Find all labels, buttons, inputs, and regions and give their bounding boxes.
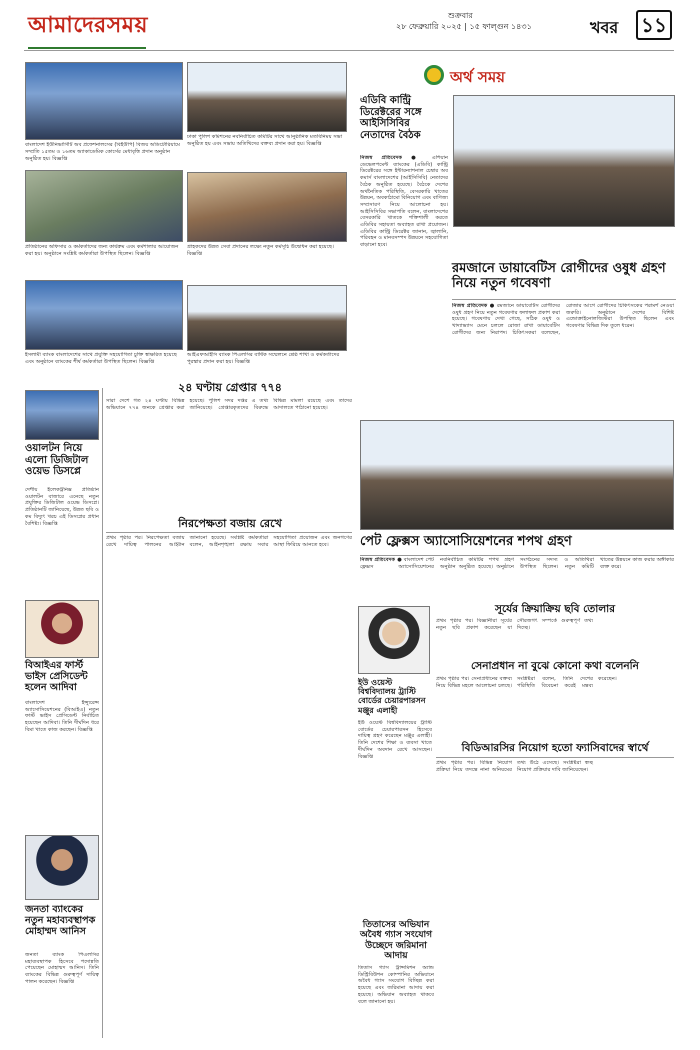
security-text: প্রথম পৃষ্ঠার পর। নিরপেক্ষতা বজায় রেখে দায়িত্ব পালনের আহ্বান জানানো হয়েছে। সংশ্লিষ্ট কর্মকর্তারা বলেন, আইনশৃঙ্খলা রক্ষায় সবার সহযোগিতা প্রয়োজন এবং জনগণের আস্থা ফিরিয়ে আনতে হবে। [106,535,352,548]
adb-byline: নিজস্ব প্রতিবেদক ● [360,155,423,161]
pet-rule [360,555,674,556]
diabetes-text: রমজানে ডায়াবেটিস রোগীদের ওষুধ গ্রহণ নিয়ে নতুন গবেষণার ফলাফল প্রকাশ করা হয়েছে। গবেষণায় দেখা গেছে, সঠিক ওষুধ ও খাদ্যাভ্যাস মেনে চললে রোজা রাখা ডায়াবেটিস রোগীদের জন্য নিরাপদ। চিকিৎসকরা বলেছেন, রোজার আগে রোগীদের চিকিৎসকের পরামর্শ নেওয়া জরুরি। অনুষ্ঠানে দেশের বিশিষ্ট এন্ডোক্রাইনোলজিস্টরা উপস্থিত ছিলেন এবং গবেষণার বিভিন্ন দিক তুলে ধরেন। [452,303,674,336]
titas-headline: তিতাসের অভিযান অবৈধ গ্যাস সংযোগ উচ্ছেদে জরিমানা আদায় [359,920,433,962]
caption-2: ঢাকা পুলিশ কমিশনের নবনির্বাচিত কমিটির সাথে আনুষ্ঠানিক মতবিনিময় সভা অনুষ্ঠিত হয় এবং সভায় অতিথিদের বক্তব্য প্রদান করা হয়। বিজ্ঞপ্তি [187,134,343,147]
adb-text: এশিয়ান ডেভেলপমেন্ট ব্যাংকের (এডিবি) কান্ট্রি ডিরেক্টরের সঙ্গে ইন্টারন্যাশনাল চেম্বার অব কমার্স বাংলাদেশের (আইসিসিবি) নেতাদের বৈঠক অনুষ্ঠিত হয়েছে। বৈঠকে দেশের অর্থনৈতিক পরিস্থিতি, বেসরকারি খাতের উন্নয়ন, অবকাঠামো বিনিয়োগ এবং বাণিজ্য সম্প্রসারণ নিয়ে আলোচনা হয়। আইসিসিবির সভাপতি বলেন, বাংলাদেশের বেসরকারি খাতকে শক্তিশালী করতে এডিবির সহায়তা অব্যাহত রাখা প্রয়োজন। এডিবির কান্ট্রি ডিরেক্টর জানান, জ্বালানি, পরিবহন ও মানবসম্পদ উন্নয়নে সহযোগিতা বাড়ানো হবে। [360,155,448,249]
artho-samay-title: অর্থ সময় [450,68,506,86]
issue-date: ২৮ ফেব্রুয়ারি ২০২৫ | ১৫ ফাল্গুন ১৪৩১ [396,22,532,31]
bida-text: প্রথম পৃষ্ঠার পর। বিভিন্ন নিয়োগ প্রক্রিয়া নিয়ে তদন্তে নানা অনিয়মের তথ্য উঠে এসেছে। সংশ্লিষ্টরা স্বচ্ছ নিয়োগ প্রক্রিয়ার দাবি জানিয়েছেন। [436,760,593,773]
photo-group [187,172,347,242]
diabetes-headline: রমজানে ডায়াবেটিস রোগীদের ওষুধ গ্রহণ নিয়ে নতুন গবেষণা [452,261,666,291]
bida-headline: বিডিআরসির নিয়োগ হতো ফ্যাসিবাদের স্বার্থে [461,742,649,754]
caption-1: বাংলাদেশ ইউনিভার্সিটি অব প্রফেশনালসের (বিইউপি) বিজয় অডিটোরিয়ামে সম্প্রতি ১৫তম ও ১৬তম অ্যাকাডেমিক কোর্সের মেধাবৃত্তি প্রদান অনুষ্ঠান অনুষ্ঠিত হয়। বিজ্ঞপ্তি [25,142,181,162]
newspaper-logo [28,8,148,49]
security-headline: নিরপেক্ষতা বজায় রেখে [178,517,282,530]
pet-body [360,557,674,595]
photo-walton-display [25,390,99,440]
bitaa-text: বাংলাদেশ ইন্স্যুরেন্স অ্যাসোসিয়েশনের (বিআইএ) নতুন ফার্স্ট ভাইস প্রেসিডেন্ট নির্বাচিত হয়েছেন আদিবা। তিনি দীর্ঘদিন ধরে বিমা খাতে কাজ করছেন। বিজ্ঞপ্তি [25,700,99,733]
photo-signing [25,280,183,350]
artho-samay-logo-icon [424,65,444,85]
photo-diabetes-event [453,95,675,227]
pet-headline: পেট ফ্লেক্সস অ্যাসোসিয়েশনের শপথ গ্রহণ [360,534,572,549]
caption-3: প্রতিষ্ঠানের অফিসার ও কর্মকর্তাদের জন্য কার্যক্রম এবং কর্মশালার আয়োজন করা হয়। অনুষ্ঠানে সংশ্লিষ্ট কর্মকর্তারা উপস্থিত ছিলেন। বিজ্ঞপ্তি [25,244,179,257]
page-number: ১১ [636,10,672,40]
bitaa-headline: বিআইএর ফার্স্ট ভাইস প্রেসিডেন্ট হলেন আদিবা [25,660,88,693]
trustee-headline: ইউ ওয়েস্ট বিশ্ববিদ্যালয় ট্রাস্টি বোর্ডের চেয়ারপারসন মঞ্জুর এলাহী [358,677,426,715]
janata-headline: জনতা ব্যাংকের নতুন মহাব্যবস্থাপক মোহাম্মদ আনিস [25,904,96,937]
janata-text: জনতা ব্যাংক পিএলসির মহাব্যবস্থাপক হিসেবে পদোন্নতি পেয়েছেন মোহাম্মদ আনিস। তিনি ব্যাংকের বিভিন্ন গুরুত্বপূর্ণ দায়িত্ব পালন করেছেন। বিজ্ঞপ্তি [25,952,99,985]
security-rule [106,532,352,533]
pet-text: বাংলাদেশ পেট ফ্লেক্সস অ্যাসোসিয়েশনের নবনির্বাচিত কমিটির শপথ গ্রহণ অনুষ্ঠান অনুষ্ঠিত হয়েছে। অনুষ্ঠানে সংগঠনের সদস্য ও অতিথিরা উপস্থিত ছিলেন। নতুন কমিটি খাতের উন্নয়নে কাজ করার অঙ্গীকার ব্যক্ত করে। [360,557,674,570]
caption-6: আইএফআইসি ব্যাংক পিএলসির বার্ষিক সম্মেলনে শ্রেষ্ঠ শাখা ও কর্মকর্তাদের পুরস্কার প্রদান করা হয়। বিজ্ঞপ্তি [187,352,340,365]
sidebar-divider [102,388,103,1038]
walton-text: দেশীয় ইলেকট্রনিক্স প্রতিষ্ঠান ওয়ালটন বাজারে এনেছে নতুন প্রযুক্তির ডিজিটাল ওয়েভ ডিসপ্লে। প্রতিষ্ঠানটি জানিয়েছে, উন্নত ছবি ও কম বিদ্যুৎ খরচ এই ডিসপ্লের প্রধান বৈশিষ্ট্য। বিজ্ঞপ্তি [25,487,99,527]
photo-award [25,62,183,140]
trustee-text: ইউ ওয়েস্ট বিশ্ববিদ্যালয়ের ট্রাস্টি বোর্ডের চেয়ারপারসন হিসেবে দায়িত্ব গ্রহণ করেছেন মঞ্জুর এলাহী। তিনি দেশের শিক্ষা ও ব্যবসা খাতে দীর্ঘদিন অবদান রেখে আসছেন। বিজ্ঞপ্তি [358,720,432,760]
pet-byline: নিজস্ব প্রতিবেদক ● [360,557,402,563]
photo-anis [25,835,99,900]
photo-ceremony [187,62,347,132]
logo-underline [28,47,146,49]
photo-pet-flex [360,420,674,530]
walton-headline: ওয়ালটন নিয়ে এলো ডিজিটাল ওয়েভ ডিসপ্লে [25,443,89,477]
surya-text: প্রথম পৃষ্ঠার পর। বিজ্ঞানীরা সূর্যের নতুন ছবি প্রকাশ করেছেন যা সৌরজগৎ সম্পর্কে গুরুত্বপূর্ণ তথ্য দিচ্ছে। [436,618,593,631]
greftar-text: সারা দেশে গত ২৪ ঘণ্টায় বিভিন্ন অভিযানে ৭৭৪ জনকে গ্রেপ্তার করা হয়েছে। পুলিশ সদর দপ্তর এ তথ্য জানিয়েছে। গ্রেপ্তারকৃতদের বিরুদ্ধে বিভিন্ন মামলা রয়েছে এবং তাদের আদালতে পাঠানো হয়েছে। [106,398,352,411]
sena-text: প্রথম পৃষ্ঠার পর। সেনাপ্রধানের বক্তব্য নিয়ে বিভিন্ন মহলে আলোচনা চলছে। সংশ্লিষ্টরা বলেন, তিনি দেশের পরিস্থিতি বিবেচনা করেই মন্তব্য করেছেন। [436,676,617,689]
photo-vehicles [25,170,183,242]
photo-conference [187,285,347,351]
adb-body [360,155,448,355]
titas-text: তিতাস গ্যাস ট্রান্সমিশন অ্যান্ড ডিস্ট্রিবিউশন কোম্পানির অভিযানে অবৈধ গ্যাস সংযোগ বিচ্ছিন্ন করা হয়েছে এবং জরিমানা আদায় করা হয়েছে। অভিযান অব্যাহত থাকবে বলে জানানো হয়। [358,965,434,1005]
photo-adiba [25,600,99,658]
surya-headline: সূর্যের ক্রিয়াক্রিয় ছবি তোলার [495,603,615,615]
greftar-headline: ২৪ ঘণ্টায় গ্রেপ্তার ৭৭৪ [178,381,282,394]
masthead [0,0,700,52]
sena-headline: সেনাপ্রধান না বুঝে কোনো কথা বলেননি [471,660,639,672]
weekday: শুক্রবার [448,11,473,20]
caption-4: গ্রাহকদের উন্নত সেবা প্রদানের লক্ষ্যে নতুন কর্মসূচি উদ্বোধন করা হয়েছে। বিজ্ঞপ্তি [187,244,334,257]
masthead-rule [24,50,674,51]
diabetes-byline: নিজস্ব প্রতিবেদক ● [452,303,495,309]
artho-samay-banner [424,62,550,88]
photo-manjur-elahi [358,606,430,674]
section-name: খবর [590,18,619,37]
adb-headline: এডিবি কান্ট্রি ডিরেক্টরের সঙ্গে আইসিসিবির নেতাদের বৈঠক [360,95,422,141]
caption-5: ইসলামী ব্যাংক বাংলাদেশের সাথে প্রযুক্তি সহযোগিতা চুক্তি স্বাক্ষরিত হয়েছে এবং অনুষ্ঠানে ব্যাংকের শীর্ষ কর্মকর্তারা উপস্থিত ছিলেন। বিজ্ঞপ্তি [25,352,177,365]
diabetes-body [452,303,674,399]
logo-text: আমাদেরসময় [28,12,148,38]
diabetes-rule [452,299,676,300]
bida-rule [436,757,674,758]
